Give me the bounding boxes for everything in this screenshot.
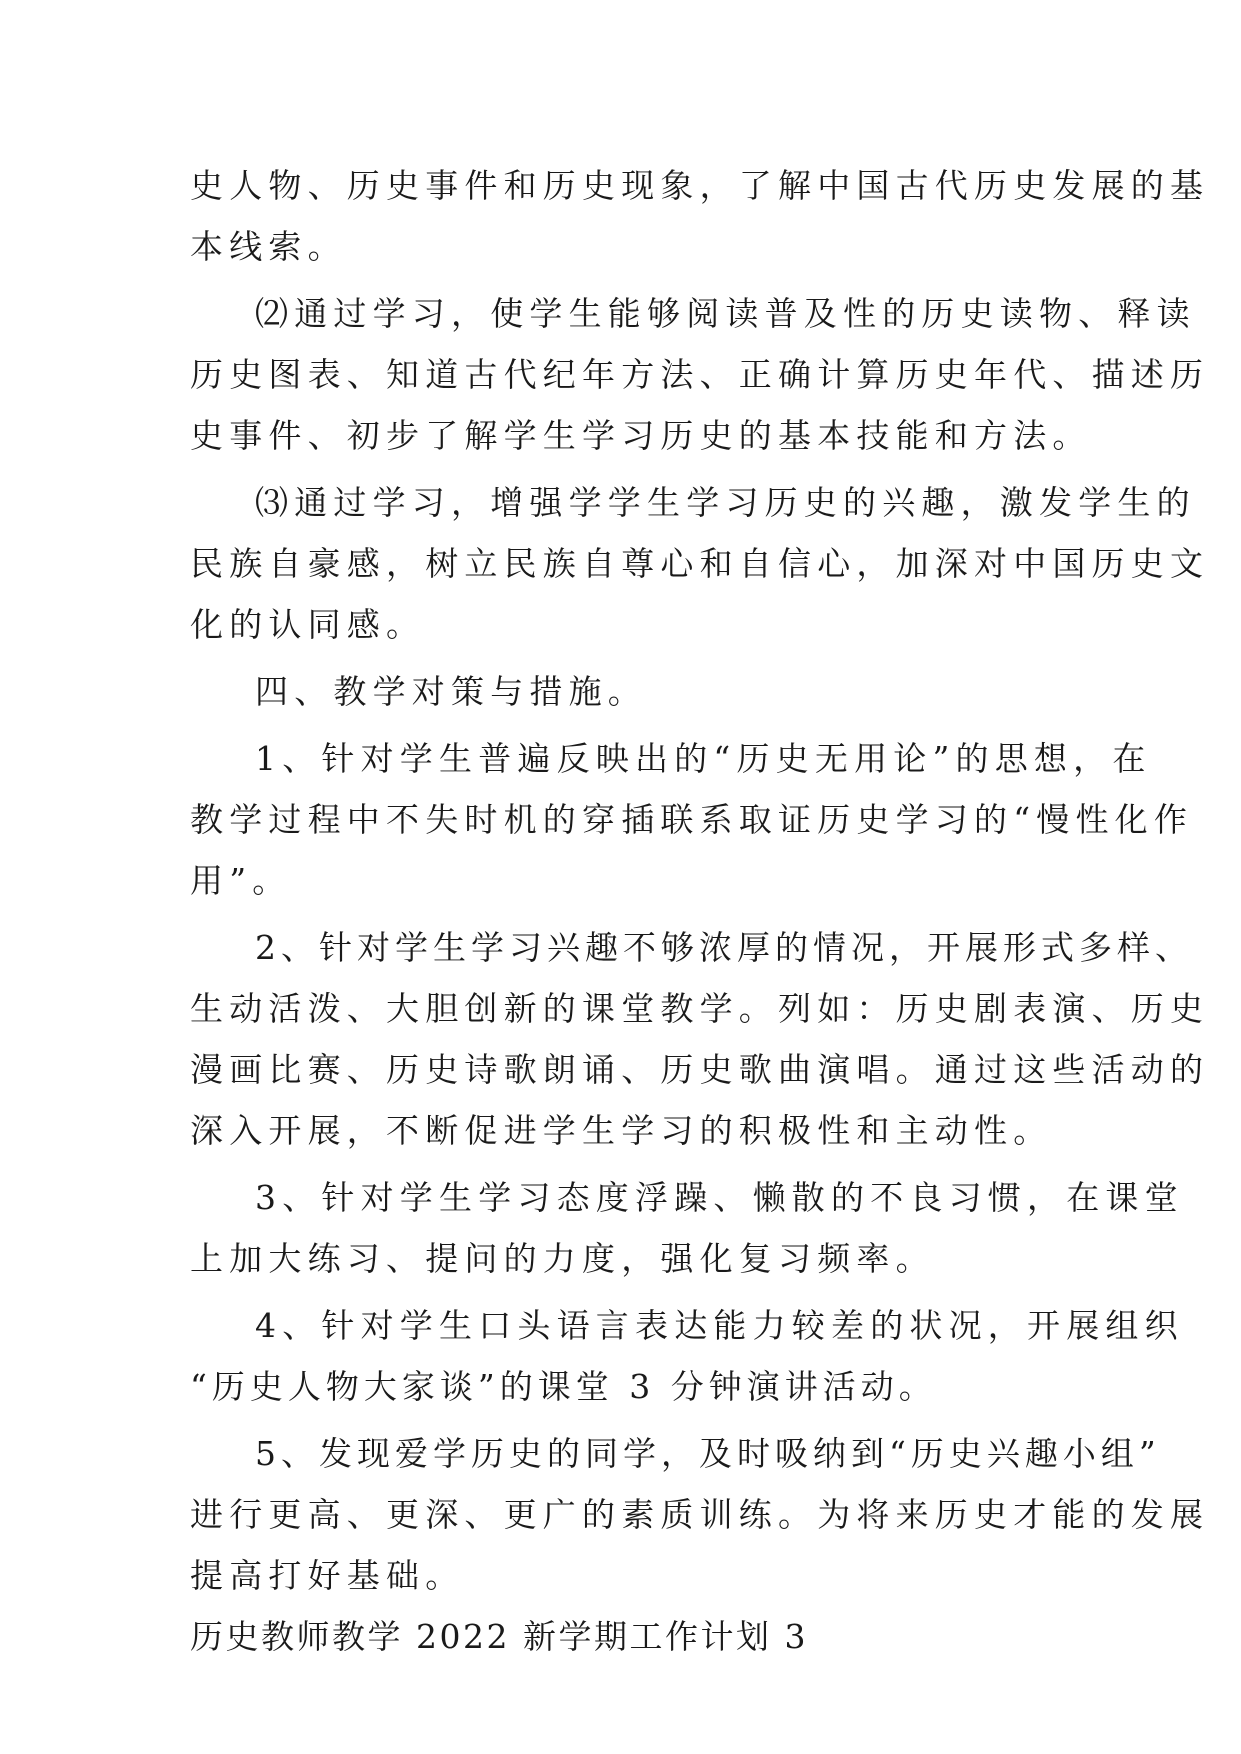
paragraph-line: 进行更高、更深、更广的素质训练。为将来历史才能的发展 — [190, 1495, 1210, 1534]
paragraph-line: “历史人物大家谈”的课堂 3 分钟演讲活动。 — [190, 1367, 937, 1406]
next-section-title: 历史教师教学 2022 新学期工作计划 3 — [190, 1617, 808, 1656]
paragraph-line: 民族自豪感，树立民族自尊心和自信心，加深对中国历史文 — [190, 544, 1210, 583]
paragraph-line: 史事件、初步了解学生学习历史的基本技能和方法。 — [190, 416, 1092, 455]
paragraph-line: 上加大练习、提问的力度，强化复习频率。 — [190, 1239, 935, 1278]
paragraph-line: 生动活泼、大胆创新的课堂教学。列如：历史剧表演、历史 — [190, 989, 1210, 1028]
paragraph-line: 4、针对学生口头语言表达能力较差的状况，开展组织 — [255, 1306, 1184, 1345]
paragraph-line: 漫画比赛、历史诗歌朗诵、历史歌曲演唱。通过这些活动的 — [190, 1050, 1210, 1089]
paragraph-line: 2、针对学生学习兴趣不够浓厚的情况，开展形式多样、 — [255, 928, 1193, 967]
paragraph-line: 提高打好基础。 — [190, 1556, 465, 1595]
paragraph-line: 本线索。 — [190, 227, 347, 266]
paragraph-line: 史人物、历史事件和历史现象，了解中国古代历史发展的基 — [190, 166, 1210, 205]
paragraph-line: 3、针对学生学习态度浮躁、懒散的不良习惯，在课堂 — [255, 1178, 1184, 1217]
section-heading: 四、教学对策与措施。 — [255, 672, 647, 711]
paragraph-line: 用”。 — [190, 861, 292, 900]
paragraph-line: ⑶通过学习，增强学学生学习历史的兴趣，激发学生的 — [255, 483, 1196, 522]
paragraph-line: 教学过程中不失时机的穿插联系取证历史学习的“慢性化作 — [190, 800, 1194, 839]
paragraph-line: 深入开展，不断促进学生学习的积极性和主动性。 — [190, 1111, 1053, 1150]
paragraph-line: ⑵通过学习，使学生能够阅读普及性的历史读物、释读 — [255, 294, 1196, 333]
paragraph-line: 化的认同感。 — [190, 605, 426, 644]
document-page — [190, 155, 1210, 1667]
paragraph-line: 1、针对学生普遍反映出的“历史无用论”的思想，在 — [255, 739, 1152, 778]
paragraph-line: 历史图表、知道古代纪年方法、正确计算历史年代、描述历 — [190, 355, 1210, 394]
paragraph-line: 5、发现爱学历史的同学，及时吸纳到“历史兴趣小组” — [255, 1434, 1161, 1473]
